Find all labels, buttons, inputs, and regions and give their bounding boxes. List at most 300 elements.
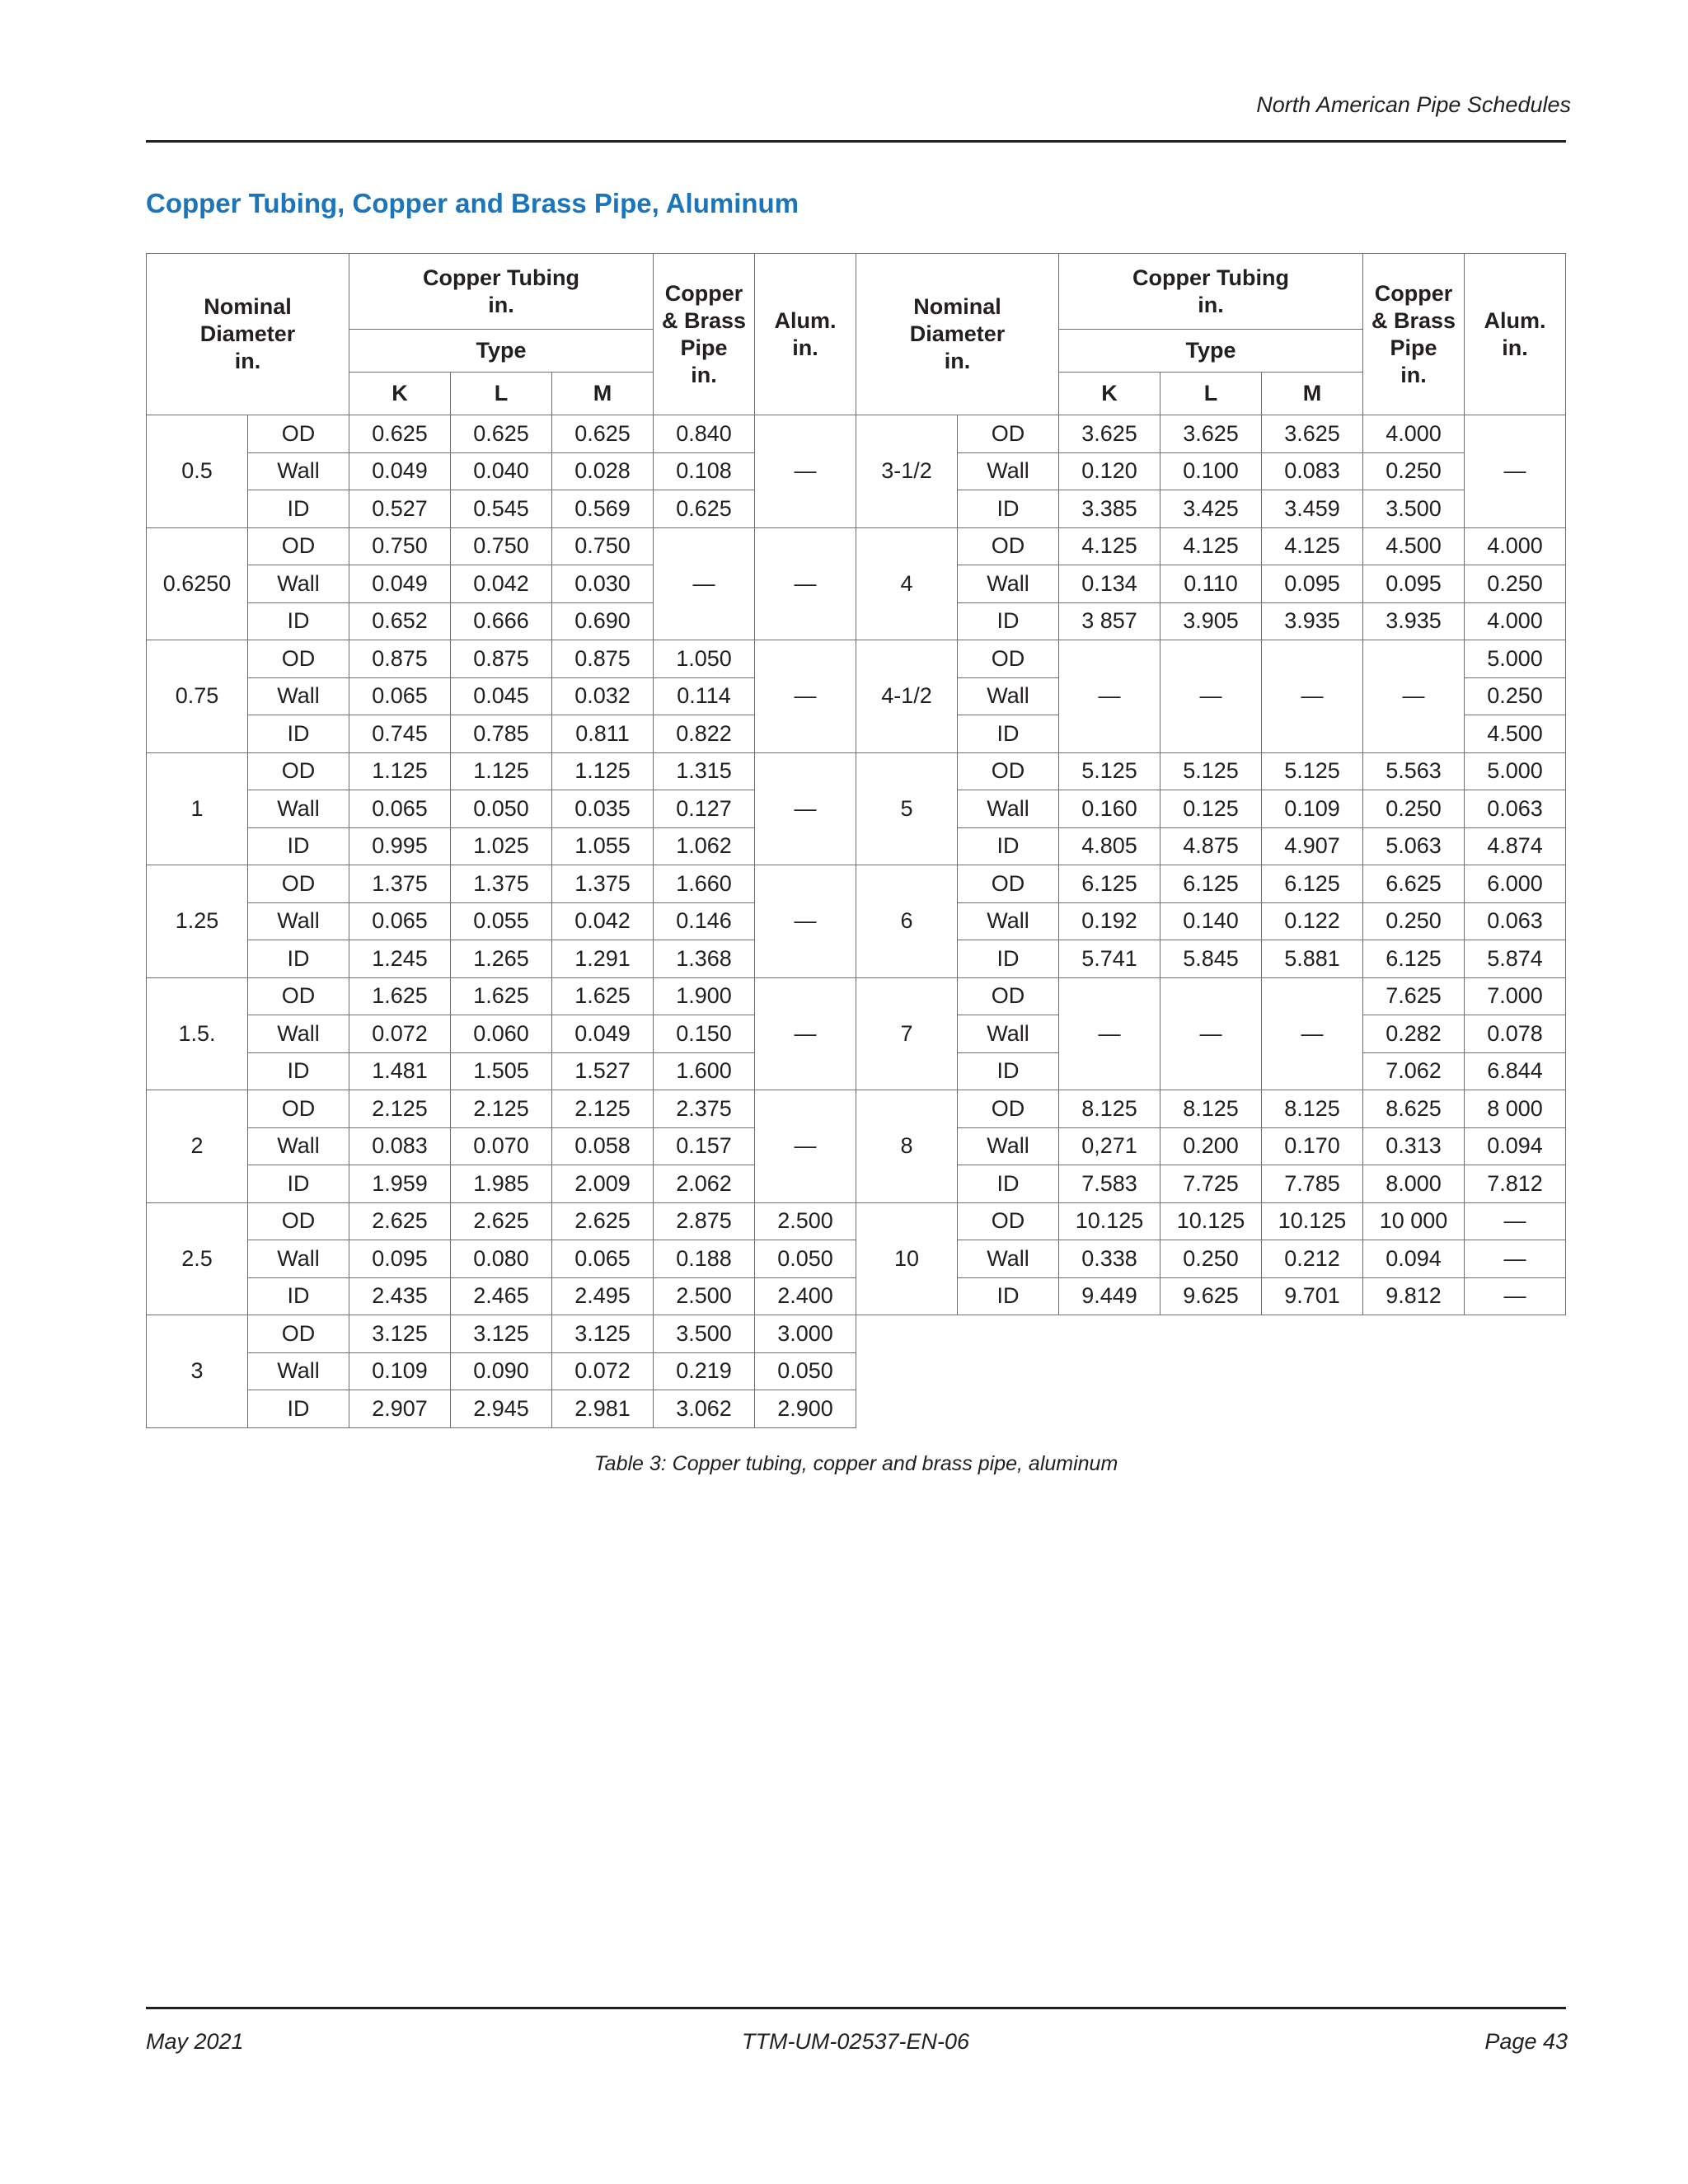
copper-type-l-cell: 0.785 — [451, 715, 552, 753]
table-row — [147, 1315, 1566, 1353]
brass-pipe-cell: 0.840 — [654, 415, 755, 453]
copper-type-k-cell: 0.095 — [349, 1240, 451, 1278]
brass-pipe-cell: 0.250 — [1363, 902, 1465, 940]
dimension-label-cell: ID — [248, 1390, 349, 1428]
alum-cell: 5.000 — [1465, 640, 1566, 678]
header-nominal-diameter: Nominal Diameter in. — [147, 254, 349, 415]
brass-pipe-cell: 6.125 — [1363, 940, 1465, 978]
copper-type-m-cell: 3.935 — [1262, 602, 1363, 640]
dimension-label-cell: Wall — [248, 1015, 349, 1053]
copper-type-m-cell: 0.028 — [552, 452, 654, 490]
brass-pipe-cell: 0.095 — [1363, 565, 1465, 603]
copper-type-k-cell: 0.160 — [1059, 790, 1160, 828]
brass-pipe-cell: 7.625 — [1363, 977, 1465, 1015]
copper-type-m-cell: 0.811 — [552, 715, 654, 753]
table-container — [146, 253, 1566, 1428]
brass-pipe-cell: 0.250 — [1363, 790, 1465, 828]
header-alum: Alum. in. — [1465, 254, 1566, 415]
copper-type-k-cell: 0.049 — [349, 452, 451, 490]
dimension-label-cell: OD — [958, 865, 1059, 903]
dimension-label-cell: OD — [958, 752, 1059, 790]
alum-cell: 6.000 — [1465, 865, 1566, 903]
dimension-label-cell: ID — [248, 602, 349, 640]
empty-cell — [1465, 1315, 1566, 1428]
nominal-diameter-cell: 7 — [856, 977, 958, 1090]
footer-page-number: Page 43 — [1484, 2029, 1568, 2054]
dimension-label-cell: Wall — [248, 790, 349, 828]
dimension-label-cell: ID — [958, 940, 1059, 978]
nominal-diameter-cell: 0.5 — [147, 415, 248, 528]
brass-pipe-cell: 1.062 — [654, 827, 755, 865]
nominal-diameter-cell: 10 — [856, 1202, 958, 1315]
alum-cell: 5.000 — [1465, 752, 1566, 790]
empty-cell — [1059, 1315, 1160, 1428]
copper-type-k-cell: 3.125 — [349, 1315, 451, 1353]
brass-pipe-cell: 3.062 — [654, 1390, 755, 1428]
dimension-label-cell: OD — [248, 1315, 349, 1353]
dimension-label-cell: OD — [248, 752, 349, 790]
alum-cell: 4.874 — [1465, 827, 1566, 865]
copper-type-k-cell: 2.907 — [349, 1390, 451, 1428]
copper-type-l-cell: 1.025 — [451, 827, 552, 865]
dimension-label-cell: Wall — [248, 452, 349, 490]
copper-type-m-cell: 3.125 — [552, 1315, 654, 1353]
copper-type-l-cell: 0.250 — [1160, 1240, 1262, 1278]
copper-type-m-cell: 0.035 — [552, 790, 654, 828]
copper-type-m-cell: 5.881 — [1262, 940, 1363, 978]
dimension-label-cell: OD — [248, 977, 349, 1015]
header-nominal-diameter: Nominal Diameter in. — [856, 254, 1059, 415]
header-alum: Alum. in. — [755, 254, 856, 415]
brass-pipe-cell: 0.313 — [1363, 1127, 1465, 1165]
copper-type-k-cell: 1.375 — [349, 865, 451, 903]
brass-pipe-cell: 0.822 — [654, 715, 755, 753]
copper-type-l-cell: 3.125 — [451, 1315, 552, 1353]
footer-rule — [146, 2007, 1566, 2009]
brass-pipe-cell: 0.094 — [1363, 1240, 1465, 1278]
dimension-label-cell: OD — [958, 640, 1059, 678]
table-row — [147, 865, 1566, 903]
header-copper-brass-pipe: Copper & Brass Pipe in. — [654, 254, 755, 415]
copper-type-l-cell: 0.050 — [451, 790, 552, 828]
section-title: Copper Tubing, Copper and Brass Pipe, Aluminum — [146, 188, 799, 218]
copper-type-l-cell: — — [1160, 640, 1262, 753]
copper-type-k-cell: 0.120 — [1059, 452, 1160, 490]
copper-type-m-cell: 0.569 — [552, 490, 654, 528]
header-type-k: K — [1059, 373, 1160, 415]
brass-pipe-cell: 3.500 — [1363, 490, 1465, 528]
dimension-label-cell: ID — [958, 602, 1059, 640]
copper-type-k-cell: 0.083 — [349, 1127, 451, 1165]
header-type-l: L — [451, 373, 552, 415]
nominal-diameter-cell: 6 — [856, 865, 958, 978]
dimension-label-cell: ID — [958, 1165, 1059, 1203]
dimension-label-cell: Wall — [958, 902, 1059, 940]
dimension-label-cell: Wall — [248, 565, 349, 603]
nominal-diameter-cell: 4-1/2 — [856, 640, 958, 753]
dimension-label-cell: ID — [958, 715, 1059, 753]
copper-type-k-cell: 4.125 — [1059, 527, 1160, 565]
copper-type-m-cell: 10.125 — [1262, 1202, 1363, 1240]
nominal-diameter-cell: 0.75 — [147, 640, 248, 753]
dimension-label-cell: ID — [958, 827, 1059, 865]
copper-type-k-cell: 3 857 — [1059, 602, 1160, 640]
dimension-label-cell: Wall — [248, 1352, 349, 1390]
table-row — [147, 752, 1566, 790]
nominal-diameter-cell: 4 — [856, 527, 958, 640]
footer-date: May 2021 — [146, 2029, 244, 2054]
copper-type-m-cell: 0.875 — [552, 640, 654, 678]
copper-type-m-cell: 0.083 — [1262, 452, 1363, 490]
copper-type-l-cell: 1.375 — [451, 865, 552, 903]
copper-type-l-cell: 1.505 — [451, 1052, 552, 1090]
nominal-diameter-cell: 5 — [856, 752, 958, 865]
copper-type-l-cell: 0.666 — [451, 602, 552, 640]
alum-cell: 2.900 — [755, 1390, 856, 1428]
alum-cell: — — [755, 640, 856, 753]
dimension-label-cell: ID — [958, 490, 1059, 528]
copper-type-l-cell: 0.045 — [451, 677, 552, 715]
table-row — [147, 415, 1566, 453]
alum-cell: 0.250 — [1465, 565, 1566, 603]
dimension-label-cell: Wall — [958, 565, 1059, 603]
alum-cell: 7.812 — [1465, 1165, 1566, 1203]
copper-type-m-cell: 2.125 — [552, 1090, 654, 1128]
copper-type-m-cell: 1.291 — [552, 940, 654, 978]
copper-type-l-cell: — — [1160, 977, 1262, 1090]
alum-cell: — — [755, 752, 856, 865]
nominal-diameter-cell: 2.5 — [147, 1202, 248, 1315]
alum-cell: 0.094 — [1465, 1127, 1566, 1165]
table-row — [147, 1090, 1566, 1128]
copper-type-k-cell: 0.134 — [1059, 565, 1160, 603]
copper-type-m-cell: 0.065 — [552, 1240, 654, 1278]
dimension-label-cell: Wall — [958, 790, 1059, 828]
copper-type-m-cell: 0.042 — [552, 902, 654, 940]
copper-type-k-cell: 2.125 — [349, 1090, 451, 1128]
alum-cell: 2.500 — [755, 1202, 856, 1240]
copper-type-m-cell: 2.495 — [552, 1277, 654, 1315]
copper-type-l-cell: 0.100 — [1160, 452, 1262, 490]
brass-pipe-cell: 1.600 — [654, 1052, 755, 1090]
copper-type-l-cell: 3.625 — [1160, 415, 1262, 453]
copper-type-m-cell: 1.375 — [552, 865, 654, 903]
nominal-diameter-cell: 1.5. — [147, 977, 248, 1090]
brass-pipe-cell: 0.625 — [654, 490, 755, 528]
alum-cell: 4.000 — [1465, 527, 1566, 565]
copper-type-k-cell: 2.435 — [349, 1277, 451, 1315]
copper-type-m-cell: 5.125 — [1262, 752, 1363, 790]
brass-pipe-cell: 0.150 — [654, 1015, 755, 1053]
copper-type-m-cell: 0.049 — [552, 1015, 654, 1053]
brass-pipe-cell: 2.875 — [654, 1202, 755, 1240]
header-type-m: M — [552, 373, 654, 415]
table-row — [147, 977, 1566, 1015]
copper-type-l-cell: 2.945 — [451, 1390, 552, 1428]
alum-cell: 4.500 — [1465, 715, 1566, 753]
copper-type-k-cell: 5.741 — [1059, 940, 1160, 978]
empty-cell — [1363, 1315, 1465, 1428]
nominal-diameter-cell: 8 — [856, 1090, 958, 1203]
dimension-label-cell: OD — [248, 865, 349, 903]
alum-cell: 8 000 — [1465, 1090, 1566, 1128]
header-type: Type — [349, 330, 654, 373]
copper-type-l-cell: 0.090 — [451, 1352, 552, 1390]
empty-cell — [1262, 1315, 1363, 1428]
copper-type-l-cell: 9.625 — [1160, 1277, 1262, 1315]
alum-cell: — — [1465, 1240, 1566, 1278]
copper-type-l-cell: 0.140 — [1160, 902, 1262, 940]
table-header — [147, 254, 1566, 415]
brass-pipe-cell: 8.625 — [1363, 1090, 1465, 1128]
alum-cell: 0.250 — [1465, 677, 1566, 715]
alum-cell: 0.063 — [1465, 790, 1566, 828]
copper-type-m-cell: 4.125 — [1262, 527, 1363, 565]
copper-type-k-cell: 0.065 — [349, 677, 451, 715]
pipe-schedule-table — [146, 253, 1566, 1428]
brass-pipe-cell: 7.062 — [1363, 1052, 1465, 1090]
dimension-label-cell: Wall — [248, 1240, 349, 1278]
copper-type-k-cell: 0.049 — [349, 565, 451, 603]
brass-pipe-cell: 1.050 — [654, 640, 755, 678]
empty-cell — [856, 1315, 958, 1428]
copper-type-k-cell: 9.449 — [1059, 1277, 1160, 1315]
nominal-diameter-cell: 2 — [147, 1090, 248, 1203]
brass-pipe-cell: 4.500 — [1363, 527, 1465, 565]
copper-type-m-cell: 0.625 — [552, 415, 654, 453]
copper-type-m-cell: 2.009 — [552, 1165, 654, 1203]
alum-cell: 0.050 — [755, 1240, 856, 1278]
copper-type-k-cell: 0.338 — [1059, 1240, 1160, 1278]
table-row — [147, 1202, 1566, 1240]
copper-type-l-cell: 1.265 — [451, 940, 552, 978]
header-type: Type — [1059, 330, 1363, 373]
copper-type-k-cell: — — [1059, 640, 1160, 753]
nominal-diameter-cell: 1.25 — [147, 865, 248, 978]
copper-type-m-cell: 3.459 — [1262, 490, 1363, 528]
brass-pipe-cell: 9.812 — [1363, 1277, 1465, 1315]
copper-type-m-cell: 9.701 — [1262, 1277, 1363, 1315]
dimension-label-cell: OD — [958, 1202, 1059, 1240]
alum-cell: — — [755, 1090, 856, 1203]
dimension-label-cell: OD — [248, 1090, 349, 1128]
alum-cell: 6.844 — [1465, 1052, 1566, 1090]
copper-type-m-cell: 0.122 — [1262, 902, 1363, 940]
alum-cell: — — [1465, 415, 1566, 528]
brass-pipe-cell: 1.900 — [654, 977, 755, 1015]
header-copper-tubing: Copper Tubing in. — [349, 254, 654, 330]
dimension-label-cell: Wall — [958, 452, 1059, 490]
copper-type-k-cell: 0.750 — [349, 527, 451, 565]
copper-type-k-cell: 0.625 — [349, 415, 451, 453]
copper-type-k-cell: 0.192 — [1059, 902, 1160, 940]
header-copper-brass-pipe: Copper & Brass Pipe in. — [1363, 254, 1465, 415]
alum-cell: 0.063 — [1465, 902, 1566, 940]
brass-pipe-cell: 0.282 — [1363, 1015, 1465, 1053]
copper-type-k-cell: 4.805 — [1059, 827, 1160, 865]
alum-cell: — — [755, 865, 856, 978]
brass-pipe-cell: 2.500 — [654, 1277, 755, 1315]
brass-pipe-cell: 0.108 — [654, 452, 755, 490]
brass-pipe-cell: 8.000 — [1363, 1165, 1465, 1203]
copper-type-k-cell: 3.625 — [1059, 415, 1160, 453]
nominal-diameter-cell: 3-1/2 — [856, 415, 958, 528]
running-header: North American Pipe Schedules — [1256, 92, 1571, 117]
copper-type-l-cell: 1.125 — [451, 752, 552, 790]
dimension-label-cell: ID — [248, 715, 349, 753]
copper-type-l-cell: 0.080 — [451, 1240, 552, 1278]
alum-cell: 0.050 — [755, 1352, 856, 1390]
copper-type-l-cell: 4.875 — [1160, 827, 1262, 865]
copper-type-l-cell: 1.625 — [451, 977, 552, 1015]
copper-type-l-cell: 3.905 — [1160, 602, 1262, 640]
brass-pipe-cell: 10 000 — [1363, 1202, 1465, 1240]
copper-type-k-cell: — — [1059, 977, 1160, 1090]
alum-cell: — — [755, 527, 856, 640]
copper-type-l-cell: 0.750 — [451, 527, 552, 565]
copper-type-m-cell: 0.032 — [552, 677, 654, 715]
copper-type-m-cell: 1.055 — [552, 827, 654, 865]
copper-type-m-cell: 0.750 — [552, 527, 654, 565]
brass-pipe-cell: 0.146 — [654, 902, 755, 940]
nominal-diameter-cell: 1 — [147, 752, 248, 865]
copper-type-m-cell: 0.212 — [1262, 1240, 1363, 1278]
dimension-label-cell: Wall — [958, 1127, 1059, 1165]
empty-cell — [1160, 1315, 1262, 1428]
copper-type-m-cell: 7.785 — [1262, 1165, 1363, 1203]
dimension-label-cell: ID — [248, 1277, 349, 1315]
copper-type-k-cell: 1.625 — [349, 977, 451, 1015]
table-row — [147, 640, 1566, 678]
copper-type-m-cell: 0.690 — [552, 602, 654, 640]
copper-type-k-cell: 8.125 — [1059, 1090, 1160, 1128]
copper-type-l-cell: 7.725 — [1160, 1165, 1262, 1203]
copper-type-m-cell: 1.625 — [552, 977, 654, 1015]
copper-type-m-cell: — — [1262, 640, 1363, 753]
dimension-label-cell: OD — [248, 1202, 349, 1240]
copper-type-m-cell: 6.125 — [1262, 865, 1363, 903]
brass-pipe-cell: 3.935 — [1363, 602, 1465, 640]
dimension-label-cell: ID — [958, 1052, 1059, 1090]
copper-type-m-cell: 2.625 — [552, 1202, 654, 1240]
copper-type-l-cell: 0.070 — [451, 1127, 552, 1165]
brass-pipe-cell: 6.625 — [1363, 865, 1465, 903]
copper-type-m-cell: 0.058 — [552, 1127, 654, 1165]
copper-type-k-cell: 0.109 — [349, 1352, 451, 1390]
dimension-label-cell: ID — [248, 1052, 349, 1090]
copper-type-l-cell: 0.040 — [451, 452, 552, 490]
copper-type-k-cell: 7.583 — [1059, 1165, 1160, 1203]
brass-pipe-cell: 0.157 — [654, 1127, 755, 1165]
nominal-diameter-cell: 0.6250 — [147, 527, 248, 640]
alum-cell: 4.000 — [1465, 602, 1566, 640]
copper-type-l-cell: 0.625 — [451, 415, 552, 453]
copper-type-k-cell: 0.527 — [349, 490, 451, 528]
copper-type-m-cell: 4.907 — [1262, 827, 1363, 865]
copper-type-k-cell: 1.481 — [349, 1052, 451, 1090]
copper-type-l-cell: 0.060 — [451, 1015, 552, 1053]
alum-cell: 7.000 — [1465, 977, 1566, 1015]
copper-type-m-cell: 0.030 — [552, 565, 654, 603]
copper-type-k-cell: 0.995 — [349, 827, 451, 865]
header-type-k: K — [349, 373, 451, 415]
copper-type-k-cell: 1.245 — [349, 940, 451, 978]
copper-type-k-cell: 1.125 — [349, 752, 451, 790]
dimension-label-cell: ID — [958, 1277, 1059, 1315]
copper-type-k-cell: 1.959 — [349, 1165, 451, 1203]
copper-type-m-cell: 0.109 — [1262, 790, 1363, 828]
copper-type-l-cell: 8.125 — [1160, 1090, 1262, 1128]
copper-type-m-cell: — — [1262, 977, 1363, 1090]
copper-type-m-cell: 3.625 — [1262, 415, 1363, 453]
brass-pipe-cell: 1.315 — [654, 752, 755, 790]
dimension-label-cell: Wall — [958, 1240, 1059, 1278]
copper-type-l-cell: 2.465 — [451, 1277, 552, 1315]
dimension-label-cell: OD — [248, 415, 349, 453]
copper-type-k-cell: 0,271 — [1059, 1127, 1160, 1165]
dimension-label-cell: ID — [248, 940, 349, 978]
copper-type-k-cell: 0.065 — [349, 790, 451, 828]
copper-type-l-cell: 0.875 — [451, 640, 552, 678]
brass-pipe-cell: 4.000 — [1363, 415, 1465, 453]
brass-pipe-cell: — — [654, 527, 755, 640]
copper-type-l-cell: 2.625 — [451, 1202, 552, 1240]
empty-cell — [958, 1315, 1059, 1428]
brass-pipe-cell: 1.660 — [654, 865, 755, 903]
footer-doc-id: TTM-UM-02537-EN-06 — [741, 2029, 970, 2054]
copper-type-k-cell: 3.385 — [1059, 490, 1160, 528]
dimension-label-cell: Wall — [248, 1127, 349, 1165]
copper-type-k-cell: 0.652 — [349, 602, 451, 640]
dimension-label-cell: ID — [248, 827, 349, 865]
copper-type-m-cell: 0.170 — [1262, 1127, 1363, 1165]
copper-type-m-cell: 2.981 — [552, 1390, 654, 1428]
dimension-label-cell: OD — [248, 527, 349, 565]
alum-cell: — — [755, 977, 856, 1090]
brass-pipe-cell: 0.219 — [654, 1352, 755, 1390]
table-row — [147, 527, 1566, 565]
copper-type-l-cell: 6.125 — [1160, 865, 1262, 903]
copper-type-k-cell: 0.065 — [349, 902, 451, 940]
copper-type-k-cell: 6.125 — [1059, 865, 1160, 903]
table-body — [147, 415, 1566, 1428]
brass-pipe-cell: 5.563 — [1363, 752, 1465, 790]
copper-type-m-cell: 1.125 — [552, 752, 654, 790]
copper-type-k-cell: 2.625 — [349, 1202, 451, 1240]
brass-pipe-cell: 1.368 — [654, 940, 755, 978]
dimension-label-cell: OD — [248, 640, 349, 678]
brass-pipe-cell: 0.188 — [654, 1240, 755, 1278]
alum-cell: — — [1465, 1277, 1566, 1315]
copper-type-m-cell: 1.527 — [552, 1052, 654, 1090]
copper-type-l-cell: 0.055 — [451, 902, 552, 940]
alum-cell: 2.400 — [755, 1277, 856, 1315]
brass-pipe-cell: 2.062 — [654, 1165, 755, 1203]
copper-type-l-cell: 5.845 — [1160, 940, 1262, 978]
copper-type-l-cell: 10.125 — [1160, 1202, 1262, 1240]
alum-cell: — — [1465, 1202, 1566, 1240]
brass-pipe-cell: 5.063 — [1363, 827, 1465, 865]
copper-type-l-cell: 0.110 — [1160, 565, 1262, 603]
alum-cell: 5.874 — [1465, 940, 1566, 978]
dimension-label-cell: OD — [958, 977, 1059, 1015]
brass-pipe-cell: 0.114 — [654, 677, 755, 715]
brass-pipe-cell: 3.500 — [654, 1315, 755, 1353]
brass-pipe-cell: — — [1363, 640, 1465, 753]
dimension-label-cell: Wall — [958, 677, 1059, 715]
copper-type-k-cell: 0.072 — [349, 1015, 451, 1053]
copper-type-k-cell: 5.125 — [1059, 752, 1160, 790]
